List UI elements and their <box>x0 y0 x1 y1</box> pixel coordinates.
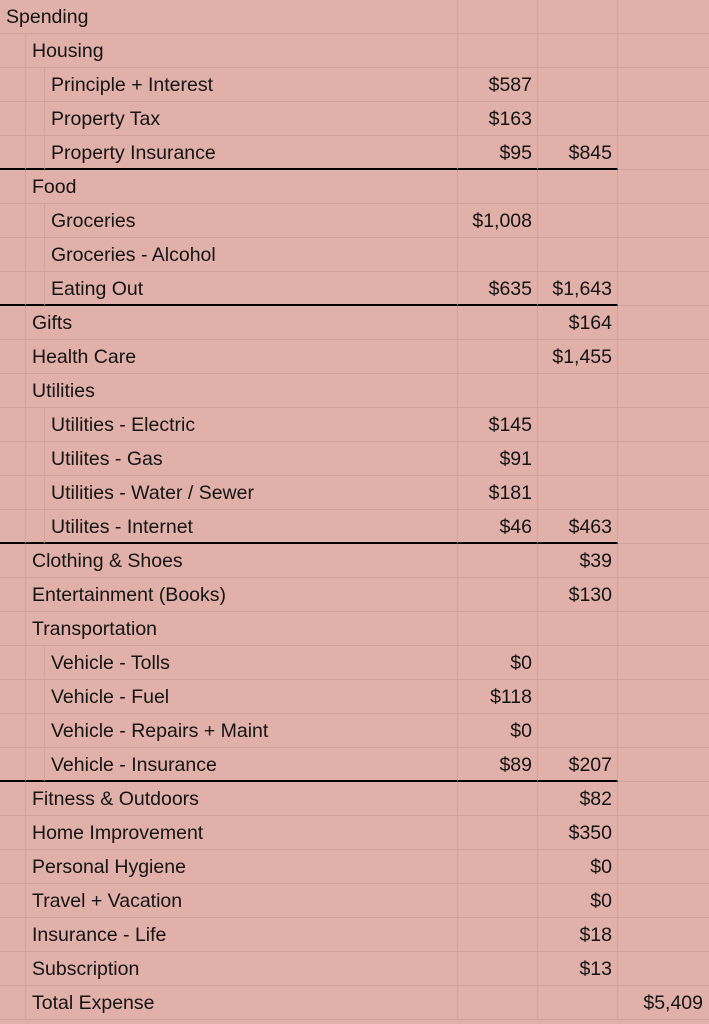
cell-value: $91 <box>499 448 532 470</box>
row-label: Total Expense <box>32 992 155 1014</box>
table-row <box>0 408 709 442</box>
cell-f[interactable] <box>618 0 709 34</box>
indent-cell-b[interactable] <box>26 136 45 170</box>
value-cell-d[interactable] <box>458 782 538 816</box>
value-cell-e[interactable] <box>538 340 618 374</box>
table-row <box>0 238 709 272</box>
value-cell-e[interactable] <box>538 544 618 578</box>
indent-cell-a[interactable] <box>0 272 26 306</box>
row-label-cell[interactable] <box>45 204 458 238</box>
table-row <box>0 102 709 136</box>
value-cell-e[interactable] <box>538 442 618 476</box>
cell-value: $0 <box>590 890 612 912</box>
cell-value: $635 <box>488 278 532 300</box>
cell-e[interactable] <box>538 0 618 34</box>
value-cell-d[interactable] <box>458 340 538 374</box>
indent-cell-b[interactable] <box>26 510 45 544</box>
value-cell-e[interactable] <box>538 748 618 782</box>
value-cell-d[interactable] <box>458 986 538 1020</box>
value-cell-d[interactable] <box>458 170 538 204</box>
value-cell-f[interactable] <box>618 850 709 884</box>
spending-title: Spending <box>6 6 89 28</box>
row-label-cell[interactable] <box>26 884 458 918</box>
value-cell-f[interactable] <box>618 986 709 1020</box>
indent-cell-b[interactable] <box>26 680 45 714</box>
indent-cell-b[interactable] <box>26 646 45 680</box>
row-label: Food <box>32 176 77 198</box>
table-row <box>0 442 709 476</box>
cell-value: $82 <box>579 788 612 810</box>
value-cell-e[interactable] <box>538 850 618 884</box>
row-label-cell[interactable] <box>45 272 458 306</box>
cell-value: $118 <box>490 686 532 708</box>
value-cell-e[interactable] <box>538 68 618 102</box>
indent-cell-b[interactable] <box>26 714 45 748</box>
table-row <box>0 850 709 884</box>
row-label: Home Improvement <box>32 822 204 844</box>
value-cell-d[interactable] <box>458 680 538 714</box>
value-cell-d[interactable] <box>458 714 538 748</box>
indent-cell-a[interactable] <box>0 170 26 204</box>
value-cell-f[interactable] <box>618 476 709 510</box>
indent-cell-a[interactable] <box>0 34 26 68</box>
value-cell-f[interactable] <box>618 646 709 680</box>
row-label-cell[interactable] <box>26 782 458 816</box>
value-cell-f[interactable] <box>618 510 709 544</box>
value-cell-e[interactable] <box>538 204 618 238</box>
value-cell-f[interactable] <box>618 306 709 340</box>
indent-cell-a[interactable] <box>0 204 26 238</box>
value-cell-e[interactable] <box>538 272 618 306</box>
header-row <box>0 0 709 34</box>
row-label-cell[interactable] <box>26 170 458 204</box>
value-cell-e[interactable] <box>538 612 618 646</box>
row-label: Fitness & Outdoors <box>32 788 199 810</box>
cell-value: $1,008 <box>472 210 532 232</box>
value-cell-e[interactable] <box>538 816 618 850</box>
cell-value: $181 <box>488 482 532 504</box>
cell-value: $95 <box>499 142 532 164</box>
table-row <box>0 374 709 408</box>
value-cell-d[interactable] <box>458 816 538 850</box>
row-label: Utilities - Water / Sewer <box>51 482 254 504</box>
value-cell-e[interactable] <box>538 136 618 170</box>
value-cell-d[interactable] <box>458 238 538 272</box>
row-label: Utilities - Electric <box>51 414 196 436</box>
value-cell-e[interactable] <box>538 374 618 408</box>
row-label: Groceries - Alcohol <box>51 244 216 266</box>
cell-value: $1,455 <box>552 346 612 368</box>
indent-cell-a[interactable] <box>0 748 26 782</box>
cell-value: $0 <box>510 652 532 674</box>
value-cell-e[interactable] <box>538 102 618 136</box>
indent-cell-a[interactable] <box>0 136 26 170</box>
value-cell-e[interactable] <box>538 34 618 68</box>
value-cell-f[interactable] <box>618 408 709 442</box>
indent-cell-a[interactable] <box>0 952 26 986</box>
value-cell-d[interactable] <box>458 102 538 136</box>
row-label-cell[interactable] <box>26 374 458 408</box>
indent-cell-b[interactable] <box>26 204 45 238</box>
value-cell-e[interactable] <box>538 578 618 612</box>
value-cell-f[interactable] <box>618 442 709 476</box>
value-cell-f[interactable] <box>618 714 709 748</box>
row-label-cell[interactable] <box>45 442 458 476</box>
row-label: Transportation <box>32 618 158 640</box>
value-cell-e[interactable] <box>538 170 618 204</box>
row-label-cell[interactable] <box>26 578 458 612</box>
table-row <box>0 884 709 918</box>
cell-value: $207 <box>568 754 612 776</box>
row-label: Principle + Interest <box>51 74 214 96</box>
value-cell-f[interactable] <box>618 68 709 102</box>
row-label-cell[interactable] <box>45 408 458 442</box>
row-label: Property Insurance <box>51 142 216 164</box>
table-row <box>0 986 709 1020</box>
row-label-cell[interactable] <box>45 748 458 782</box>
row-label: Utilites - Gas <box>51 448 163 470</box>
row-label-cell[interactable] <box>45 102 458 136</box>
value-cell-d[interactable] <box>458 510 538 544</box>
value-cell-f[interactable] <box>618 170 709 204</box>
row-label: Subscription <box>32 958 140 980</box>
row-label: Vehicle - Repairs + Maint <box>51 720 269 742</box>
value-cell-e[interactable] <box>538 510 618 544</box>
table-row <box>0 170 709 204</box>
row-label: Gifts <box>32 312 73 334</box>
row-label: Utilities <box>32 380 95 402</box>
indent-cell-a[interactable] <box>0 408 26 442</box>
value-cell-d[interactable] <box>458 646 538 680</box>
table-row <box>0 340 709 374</box>
table-row <box>0 816 709 850</box>
value-cell-d[interactable] <box>458 136 538 170</box>
value-cell-e[interactable] <box>538 646 618 680</box>
cell-value: $0 <box>510 720 532 742</box>
value-cell-d[interactable] <box>458 748 538 782</box>
value-cell-f[interactable] <box>618 136 709 170</box>
value-cell-f[interactable] <box>618 782 709 816</box>
table-row <box>0 204 709 238</box>
row-label-cell[interactable] <box>26 986 458 1020</box>
value-cell-f[interactable] <box>618 34 709 68</box>
indent-cell-a[interactable] <box>0 816 26 850</box>
value-cell-e[interactable] <box>538 884 618 918</box>
table-row <box>0 612 709 646</box>
row-label: Insurance - Life <box>32 924 167 946</box>
table-row <box>0 136 709 170</box>
table-row <box>0 646 709 680</box>
indent-cell-b[interactable] <box>26 102 45 136</box>
cell-value: $5,409 <box>643 992 703 1014</box>
row-label-cell[interactable] <box>26 544 458 578</box>
value-cell-d[interactable] <box>458 204 538 238</box>
cell-value: $13 <box>579 958 612 980</box>
value-cell-e[interactable] <box>538 306 618 340</box>
value-cell-e[interactable] <box>538 782 618 816</box>
row-label: Health Care <box>32 346 137 368</box>
value-cell-f[interactable] <box>618 612 709 646</box>
cell-value: $1,643 <box>552 278 612 300</box>
row-label-cell[interactable] <box>45 238 458 272</box>
cell-value: $164 <box>568 312 612 334</box>
cell-d[interactable] <box>458 0 538 34</box>
indent-cell-b[interactable] <box>26 442 45 476</box>
value-cell-d[interactable] <box>458 408 538 442</box>
table-row <box>0 306 709 340</box>
value-cell-f[interactable] <box>618 884 709 918</box>
value-cell-d[interactable] <box>458 374 538 408</box>
row-label-cell[interactable] <box>45 510 458 544</box>
value-cell-d[interactable] <box>458 918 538 952</box>
value-cell-d[interactable] <box>458 952 538 986</box>
row-label-cell[interactable] <box>45 646 458 680</box>
cell-value: $350 <box>568 822 612 844</box>
row-label: Clothing & Shoes <box>32 550 183 572</box>
row-label-cell[interactable] <box>26 850 458 884</box>
table-row <box>0 34 709 68</box>
indent-cell-a[interactable] <box>0 340 26 374</box>
row-label-cell[interactable] <box>45 680 458 714</box>
indent-cell-b[interactable] <box>26 272 45 306</box>
cell-value: $18 <box>579 924 612 946</box>
row-label: Vehicle - Fuel <box>51 686 170 708</box>
indent-cell-a[interactable] <box>0 578 26 612</box>
value-cell-e[interactable] <box>538 952 618 986</box>
value-cell-f[interactable] <box>618 816 709 850</box>
cell-value: $163 <box>488 108 532 130</box>
table-row <box>0 272 709 306</box>
row-label-cell[interactable] <box>45 136 458 170</box>
cell-value: $145 <box>488 414 532 436</box>
value-cell-e[interactable] <box>538 238 618 272</box>
value-cell-f[interactable] <box>618 340 709 374</box>
table-row <box>0 510 709 544</box>
row-label: Property Tax <box>51 108 161 130</box>
value-cell-f[interactable] <box>618 544 709 578</box>
indent-cell-a[interactable] <box>0 850 26 884</box>
value-cell-d[interactable] <box>458 476 538 510</box>
indent-cell-a[interactable] <box>0 612 26 646</box>
indent-cell-a[interactable] <box>0 68 26 102</box>
cell-value: $463 <box>568 516 612 538</box>
row-label: Personal Hygiene <box>32 856 186 878</box>
indent-cell-a[interactable] <box>0 544 26 578</box>
indent-cell-b[interactable] <box>26 748 45 782</box>
value-cell-f[interactable] <box>618 238 709 272</box>
table-row <box>0 578 709 612</box>
value-cell-e[interactable] <box>538 714 618 748</box>
row-label-cell[interactable] <box>45 476 458 510</box>
table-row <box>0 952 709 986</box>
table-row <box>0 680 709 714</box>
row-label: Groceries <box>51 210 136 232</box>
indent-cell-a[interactable] <box>0 510 26 544</box>
table-row <box>0 476 709 510</box>
indent-cell-a[interactable] <box>0 680 26 714</box>
indent-cell-a[interactable] <box>0 986 26 1020</box>
value-cell-f[interactable] <box>618 102 709 136</box>
value-cell-e[interactable] <box>538 986 618 1020</box>
value-cell-d[interactable] <box>458 442 538 476</box>
indent-cell-a[interactable] <box>0 918 26 952</box>
table-row <box>0 714 709 748</box>
value-cell-f[interactable] <box>618 272 709 306</box>
cell-value: $130 <box>568 584 612 606</box>
cell-value: $89 <box>499 754 532 776</box>
value-cell-f[interactable] <box>618 748 709 782</box>
value-cell-d[interactable] <box>458 544 538 578</box>
row-label: Utilites - Internet <box>51 516 193 538</box>
cell-value: $39 <box>579 550 612 572</box>
row-label: Eating Out <box>51 278 144 300</box>
value-cell-d[interactable] <box>458 884 538 918</box>
indent-cell-b[interactable] <box>26 68 45 102</box>
cell-value: $0 <box>590 856 612 878</box>
indent-cell-b[interactable] <box>26 408 45 442</box>
indent-cell-b[interactable] <box>26 238 45 272</box>
cell-value: $845 <box>568 142 612 164</box>
value-cell-d[interactable] <box>458 272 538 306</box>
value-cell-d[interactable] <box>458 68 538 102</box>
value-cell-e[interactable] <box>538 408 618 442</box>
value-cell-e[interactable] <box>538 680 618 714</box>
row-label-cell[interactable] <box>26 34 458 68</box>
value-cell-d[interactable] <box>458 612 538 646</box>
row-label: Vehicle - Insurance <box>51 754 217 776</box>
value-cell-d[interactable] <box>458 34 538 68</box>
value-cell-f[interactable] <box>618 204 709 238</box>
row-label-cell[interactable] <box>26 816 458 850</box>
value-cell-d[interactable] <box>458 578 538 612</box>
cell-value: $587 <box>488 74 532 96</box>
table-row <box>0 918 709 952</box>
indent-cell-a[interactable] <box>0 476 26 510</box>
indent-cell-a[interactable] <box>0 102 26 136</box>
row-label-cell[interactable] <box>45 68 458 102</box>
row-label-cell[interactable] <box>26 340 458 374</box>
indent-cell-a[interactable] <box>0 884 26 918</box>
table-row <box>0 782 709 816</box>
indent-cell-a[interactable] <box>0 714 26 748</box>
indent-cell-a[interactable] <box>0 238 26 272</box>
row-label: Housing <box>32 40 104 62</box>
value-cell-e[interactable] <box>538 476 618 510</box>
cell-value: $46 <box>499 516 532 538</box>
indent-cell-a[interactable] <box>0 306 26 340</box>
value-cell-f[interactable] <box>618 952 709 986</box>
indent-cell-a[interactable] <box>0 782 26 816</box>
table-row <box>0 68 709 102</box>
row-label: Travel + Vacation <box>32 890 183 912</box>
row-label-cell[interactable] <box>26 306 458 340</box>
table-row <box>0 544 709 578</box>
row-label-cell[interactable] <box>26 612 458 646</box>
indent-cell-a[interactable] <box>0 442 26 476</box>
indent-cell-b[interactable] <box>26 476 45 510</box>
value-cell-d[interactable] <box>458 306 538 340</box>
value-cell-e[interactable] <box>538 918 618 952</box>
row-label-cell[interactable] <box>26 918 458 952</box>
value-cell-d[interactable] <box>458 850 538 884</box>
value-cell-f[interactable] <box>618 374 709 408</box>
indent-cell-a[interactable] <box>0 374 26 408</box>
row-label-cell[interactable] <box>26 952 458 986</box>
value-cell-f[interactable] <box>618 918 709 952</box>
row-label: Entertainment (Books) <box>32 584 227 606</box>
indent-cell-a[interactable] <box>0 646 26 680</box>
table-row <box>0 748 709 782</box>
title-cell[interactable] <box>0 0 458 34</box>
row-label-cell[interactable] <box>45 714 458 748</box>
value-cell-f[interactable] <box>618 680 709 714</box>
value-cell-f[interactable] <box>618 578 709 612</box>
row-label: Vehicle - Tolls <box>51 652 170 674</box>
